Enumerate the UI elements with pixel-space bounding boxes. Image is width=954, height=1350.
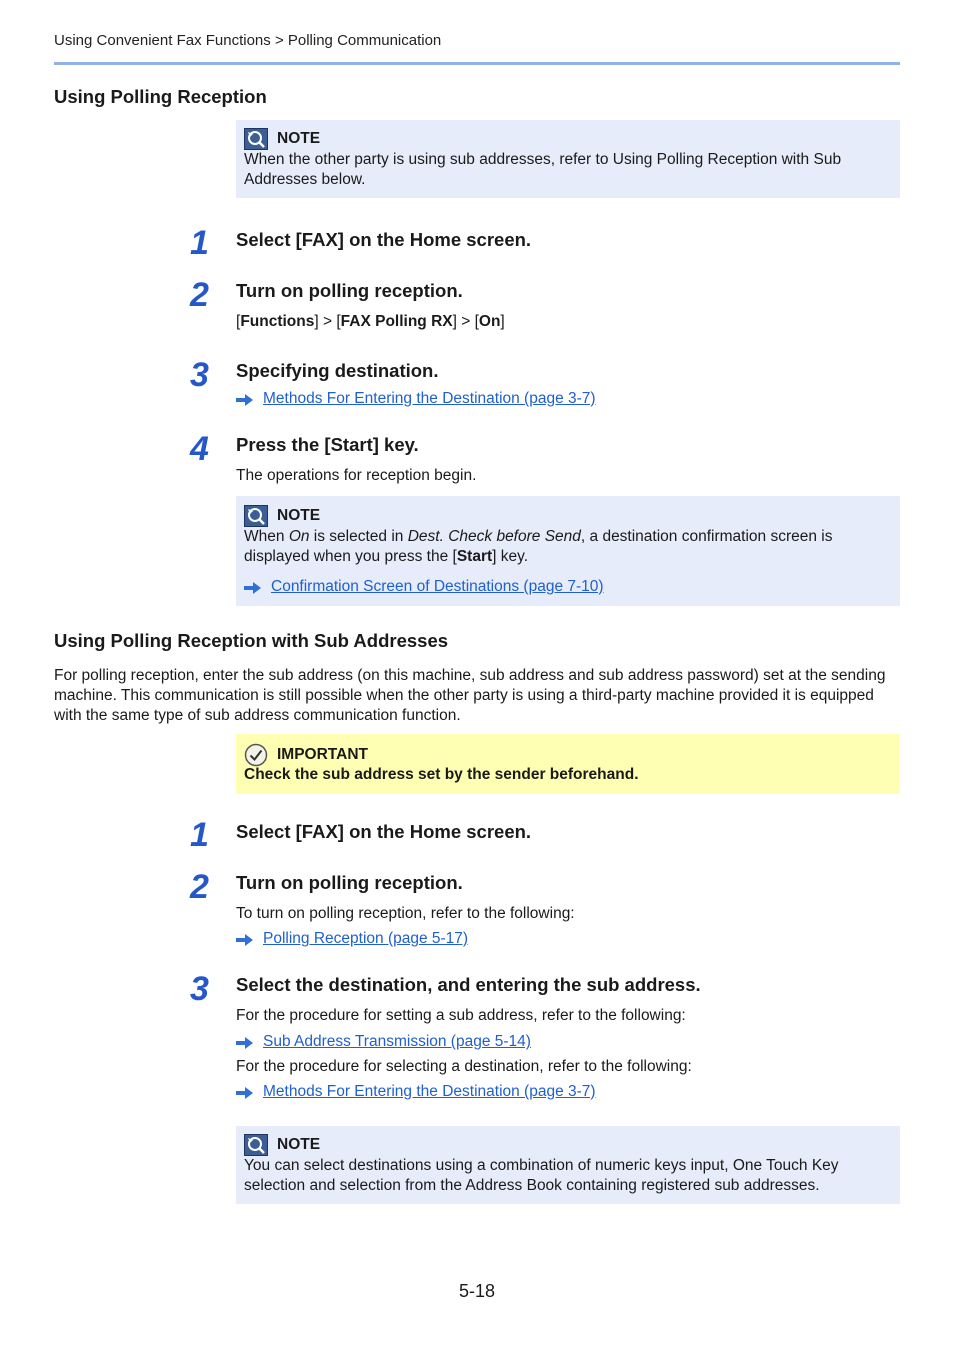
step-title: Specifying destination.	[236, 360, 439, 381]
note-text-part: , a destination confirmation screen is displayed when you press the [	[244, 528, 833, 565]
step-text: For the procedure for setting a sub address, refer to the following:	[236, 1007, 686, 1024]
path-key: On	[478, 313, 501, 330]
note-box-2	[236, 496, 900, 606]
note-text: When the other party is using sub addresses, refer to Using Polling Reception with Sub Addresses below.	[244, 151, 842, 188]
intro-paragraph: For polling reception, enter the sub address (on this machine, sub address and sub address password) set at the sending machine. This communication is still possible when the other party is using a third-party machine provided it is equipped with the same type of sub address communication function.	[54, 667, 886, 724]
link-methods-destination[interactable]: Methods For Entering the Destination (page 3-7)	[263, 390, 596, 407]
step-title: Turn on polling reception.	[236, 872, 463, 893]
note-header	[244, 505, 892, 527]
note-label: NOTE	[277, 1136, 321, 1153]
note-label: NOTE	[277, 130, 321, 147]
reference-link-row	[236, 930, 468, 948]
step-title: Select [FAX] on the Home screen.	[236, 229, 532, 250]
step-title: Turn on polling reception.	[236, 280, 463, 301]
note-text: You can select destinations using a combination of numeric keys input, One Touch Key selection and selection from the Address Book containing registered sub addresses.	[244, 1157, 839, 1194]
step-number: 3	[190, 356, 209, 394]
note-label: NOTE	[277, 507, 321, 524]
step-title: Select [FAX] on the Home screen.	[236, 821, 532, 842]
link-methods-destination-2[interactable]: Methods For Entering the Destination (page 3-7)	[263, 1083, 596, 1100]
section-title-polling-reception: Using Polling Reception	[54, 86, 267, 107]
section-title-sub-addresses: Using Polling Reception with Sub Addresses	[54, 630, 449, 651]
path-key: Functions	[240, 313, 315, 330]
step-title: Select the destination, and entering the sub address.	[236, 974, 701, 995]
step-number: 2	[190, 276, 209, 314]
arrow-right-icon	[236, 393, 253, 405]
step-number: 3	[190, 970, 209, 1008]
arrow-right-icon	[236, 1036, 253, 1048]
menu-path	[236, 313, 505, 331]
key-name: Start	[456, 548, 493, 565]
arrow-right-icon	[236, 933, 253, 945]
important-text: Check the sub address set by the sender beforehand.	[244, 766, 639, 783]
link-sub-address-transmission[interactable]: Sub Address Transmission (page 5-14)	[263, 1033, 531, 1050]
step-number: 4	[190, 430, 209, 468]
path-key: FAX Polling RX	[340, 313, 453, 330]
important-label: IMPORTANT	[277, 746, 368, 763]
step-number: 2	[190, 868, 209, 906]
note-text-part: is selected in	[309, 528, 408, 545]
check-circle-icon	[244, 743, 268, 767]
reference-link-row	[236, 1083, 596, 1101]
page-number: 5-18	[458, 1281, 496, 1301]
note-header	[244, 128, 892, 150]
important-header	[244, 744, 892, 766]
setting-name: Dest. Check before Send	[407, 528, 581, 545]
note-text	[244, 527, 892, 567]
note-icon	[244, 128, 268, 150]
note-text-part: ] key.	[492, 548, 529, 565]
reference-link-row	[244, 578, 892, 596]
note-box-1	[236, 120, 900, 198]
path-text: ] > [	[452, 313, 479, 330]
step-text: To turn on polling reception, refer to the following:	[236, 905, 575, 922]
header-rule	[54, 62, 900, 65]
link-polling-reception[interactable]: Polling Reception (page 5-17)	[263, 930, 469, 947]
path-text: [	[236, 313, 241, 330]
reference-link-row	[236, 390, 596, 408]
note-text-part: When	[244, 528, 289, 545]
arrow-right-icon	[244, 581, 261, 593]
arrow-right-icon	[236, 1086, 253, 1098]
reference-link-row	[236, 1033, 531, 1051]
step-number: 1	[190, 816, 209, 854]
note-icon	[244, 505, 268, 527]
breadcrumb: Using Convenient Fax Functions > Polling Communication	[54, 32, 442, 49]
link-confirmation-screen[interactable]: Confirmation Screen of Destinations (page 7-10)	[271, 578, 604, 595]
note-box-3	[236, 1126, 900, 1204]
step-text: The operations for reception begin.	[236, 467, 477, 484]
path-text: ]	[500, 313, 505, 330]
important-box	[236, 734, 900, 794]
note-icon	[244, 1134, 268, 1156]
step-title: Press the [Start] key.	[236, 434, 419, 455]
note-header	[244, 1134, 892, 1156]
path-text: ] > [	[314, 313, 341, 330]
step-number: 1	[190, 224, 209, 262]
step-text: For the procedure for selecting a destination, refer to the following:	[236, 1058, 692, 1075]
setting-value: On	[288, 528, 310, 545]
